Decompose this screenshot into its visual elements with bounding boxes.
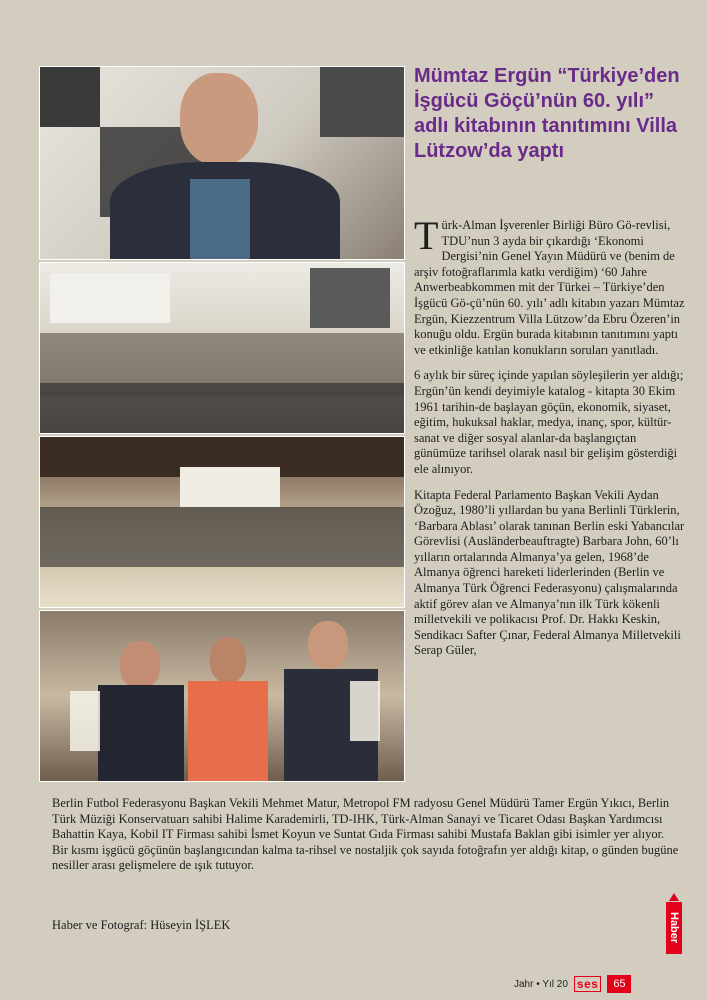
paragraph-3: Kitapta Federal Parlamento Başkan Vekili Aydan Özoğuz, 1980’li yıllardan bu yana Berlinli Türklerin, ‘Barbara Ablası’ olarak tanınan Berlin eski Yabancılar Görevlisi (Ausländerbeauftragte) Barbara John, 60’lı yılların ortalarında Almanya’ya gelen, 1968’de Almanya öğrenci hareketi liderlerinden (Berlin ve Almanya Türk Öğrenci Federasyonu) çalışmalarında aktif görev alan ve Almanya’nın ilk Türk kökenli milletvekili ve polikacısı Prof. Dr. Hakkı Keskin, Sendikacı Safter Çınar, Federal Almanya Milletvekili Serap Güler, <box>414 487 685 658</box>
drop-cap: T <box>414 213 439 258</box>
article-headline: Mümtaz Ergün “Türkiye’den İşgücü Göçü’nün 60. yılı” adlı kitabının tanıtımını Villa Lützow’da yaptı <box>414 65 680 162</box>
group-photo <box>39 262 405 434</box>
issue-label: Jahr • Yıl 20 <box>514 978 568 990</box>
portrait-photo <box>39 66 405 260</box>
brand-logo: ses <box>574 976 602 992</box>
paragraph-1 <box>414 213 690 358</box>
audience-photo <box>39 436 405 608</box>
presentation-photo <box>39 610 405 782</box>
paragraph-1-text: ürk-Alman İşverenler Birliği Büro Gö-revlisi, TDU’nun 3 ayda bir çıkardığı ‘Ekonomi Dergisi’nin Genel Yayın Müdürü ve (benim de arşiv fotoğraflarımla katkı verdiğim) ‘60 Jahre Anwerbeabkommen mit der Türkei – Türkiye’den İşgücü Gö-çü’nün 60. yılı’ adlı kitabın yazarı Mümtaz Ergün, Kiezzentrum Villa Lützow’da Ebru Özeren’in konuğu oldu. Ergün burada kitabının tanıtımını yaptı ve etkinliğe katılan konukların soruları yanıtladı. <box>414 218 685 357</box>
article-body-column <box>414 213 690 669</box>
page-number: 65 <box>607 975 631 993</box>
news-credit: Haber ve Fotograf: Hüseyin İŞLEK <box>52 918 231 932</box>
paragraph-continuation: Berlin Futbol Federasyonu Başkan Vekili Mehmet Matur, Metropol FM radyosu Genel Müdürü Tamer Ergün Yıkıcı, Berlin Türk Müziği Konservatuarı sahibi Halime Karademirli, TD-IHK, Türk-Alman Sanayi ve Ticaret Odası Başkan Yardımcısı Bahattin Kaya, Kobil IT Firması sahibi İsmet Koyun ve Suntat Gıda Firması sahibi Mustafa Baklan gibi isimler yer alıyor. Bir kısmı işgücü göçünün başlangıcından kalma ta-rihsel ve nostaljik çok sayıda fotoğrafın yer aldığı kitap, o günden bugüne nesiller arası gelişmelere de ışık tutuyor. <box>52 796 679 873</box>
page-footer <box>514 975 631 993</box>
section-tab: Haber <box>666 902 682 954</box>
paragraph-2: 6 aylık bir süreç içinde yapılan söyleşilerin yer aldığı; Ergün’ün kendi deyimiyle katalog - kitapta 30 Ekim 1961 tarihin-de başlayan göçün, ekonomik, siyaset, eğitim, hukuksal haklar, medya, inanç, spor, kültür-sanat ve diğer sosyal alanlar-da başlangıçtan günümüze tarihsel olarak nasıl bir gelişim gösterdiği ele alınıyor. <box>414 368 684 476</box>
tab-arrow-icon <box>669 893 679 901</box>
